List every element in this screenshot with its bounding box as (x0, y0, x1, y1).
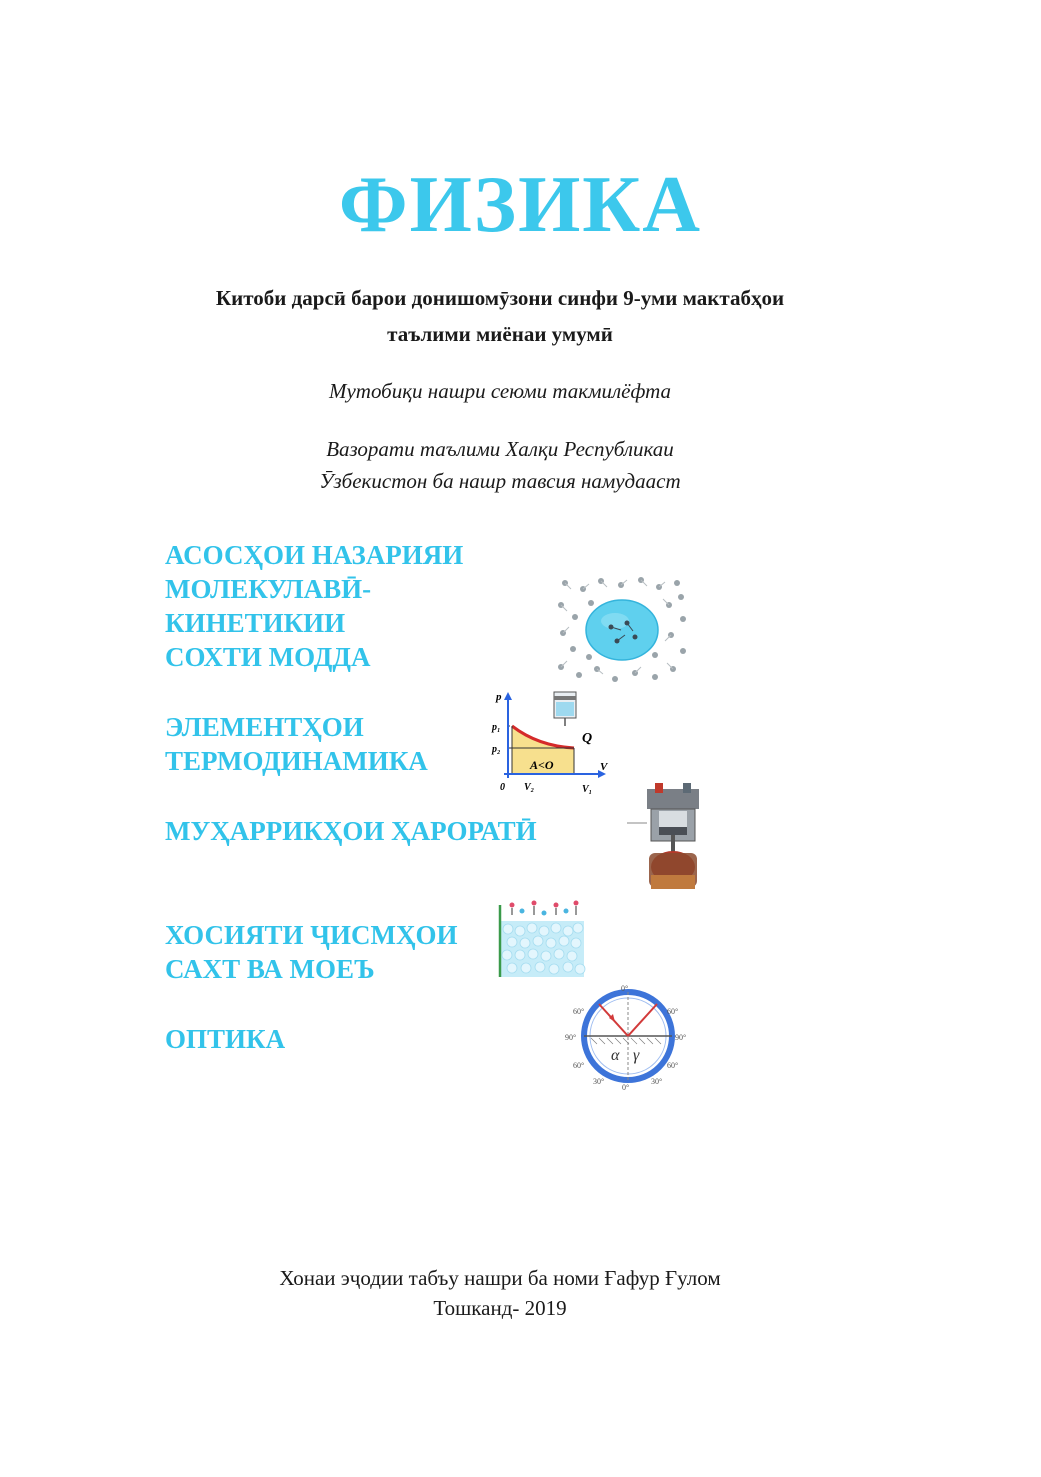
section-line: ОПТИКА (165, 1024, 286, 1054)
optics-alpha: α (611, 1047, 620, 1064)
pv-diagram-icon (488, 690, 618, 800)
pv-v2: V₂ (524, 782, 535, 793)
optics-bottom-right: 30° (651, 1077, 663, 1086)
section-line: ХОСИЯТИ ҶИСМҲОИ (165, 920, 458, 950)
subtitle-line-2: таълими миёнаи умумӣ (387, 322, 613, 346)
book-title: ФИЗИКА (338, 161, 703, 249)
optics-upper-left: 60° (573, 1007, 585, 1016)
pv-origin: 0 (500, 782, 505, 793)
approval-line-1: Вазорати таълими Халқи Республикаи (326, 437, 674, 461)
optics-disk-icon (563, 982, 693, 1092)
pv-work: A<O (530, 758, 554, 772)
pv-p2: p₂ (492, 744, 501, 755)
optics-bottom-left: 30° (593, 1077, 605, 1086)
liquid-icon (498, 895, 586, 979)
publisher-line: Хонаи эҷодии табъу нашри ба номи Ғафур Ғулом (279, 1266, 721, 1290)
section-solids-liquids (165, 918, 458, 986)
pv-axis-v: V (600, 761, 608, 773)
molecules-icon (555, 575, 690, 685)
section-line: ЭЛЕМЕНТҲОИ (165, 712, 364, 742)
optics-top-label: 0° (621, 984, 629, 993)
edition-note: Мутобиқи нашри сеюми такмилёфта (328, 379, 672, 403)
section-line: ТЕРМОДИНАМИКА (165, 746, 428, 776)
section-line: САХТ ВА МОЕЪ (165, 954, 375, 984)
approval-line-2: Ӯзбекистон ба нашр тавсия намудааст (319, 469, 681, 493)
section-optics (165, 1022, 285, 1056)
pv-p1: p₁ (492, 722, 501, 733)
section-molecular-kinetic (165, 538, 463, 674)
city-year-line: Тошканд- 2019 (433, 1296, 567, 1320)
section-line: МОЛЕКУЛАВӢ- (165, 574, 372, 604)
optics-upper-right: 60° (667, 1007, 679, 1016)
subtitle-line-1: Китоби дарсӣ барои донишомӯзони синфи 9-уми мактабҳои (215, 286, 785, 310)
section-thermodynamics (165, 710, 428, 778)
optics-bottom-label: 0° (622, 1083, 630, 1092)
section-line: СОХТИ МОДДА (165, 642, 371, 672)
optics-gamma: γ (633, 1047, 640, 1064)
optics-lower-right: 60° (667, 1061, 679, 1070)
section-heat-engines (165, 814, 537, 848)
optics-lower-left: 60° (573, 1061, 585, 1070)
section-line: МУҲАРРИКҲОИ ҲАРОРАТӢ (165, 816, 537, 846)
optics-left-label: 90° (565, 1033, 577, 1042)
pv-v1: V₁ (582, 784, 593, 795)
section-line: АСОСҲОИ НАЗАРИЯИ (165, 540, 464, 570)
section-line: КИНЕТИКИИ (165, 608, 346, 638)
pv-axis-p: p (496, 691, 502, 703)
pv-heat: Q (582, 731, 593, 746)
optics-right-label: 90° (675, 1033, 687, 1042)
engine-icon (625, 783, 710, 891)
